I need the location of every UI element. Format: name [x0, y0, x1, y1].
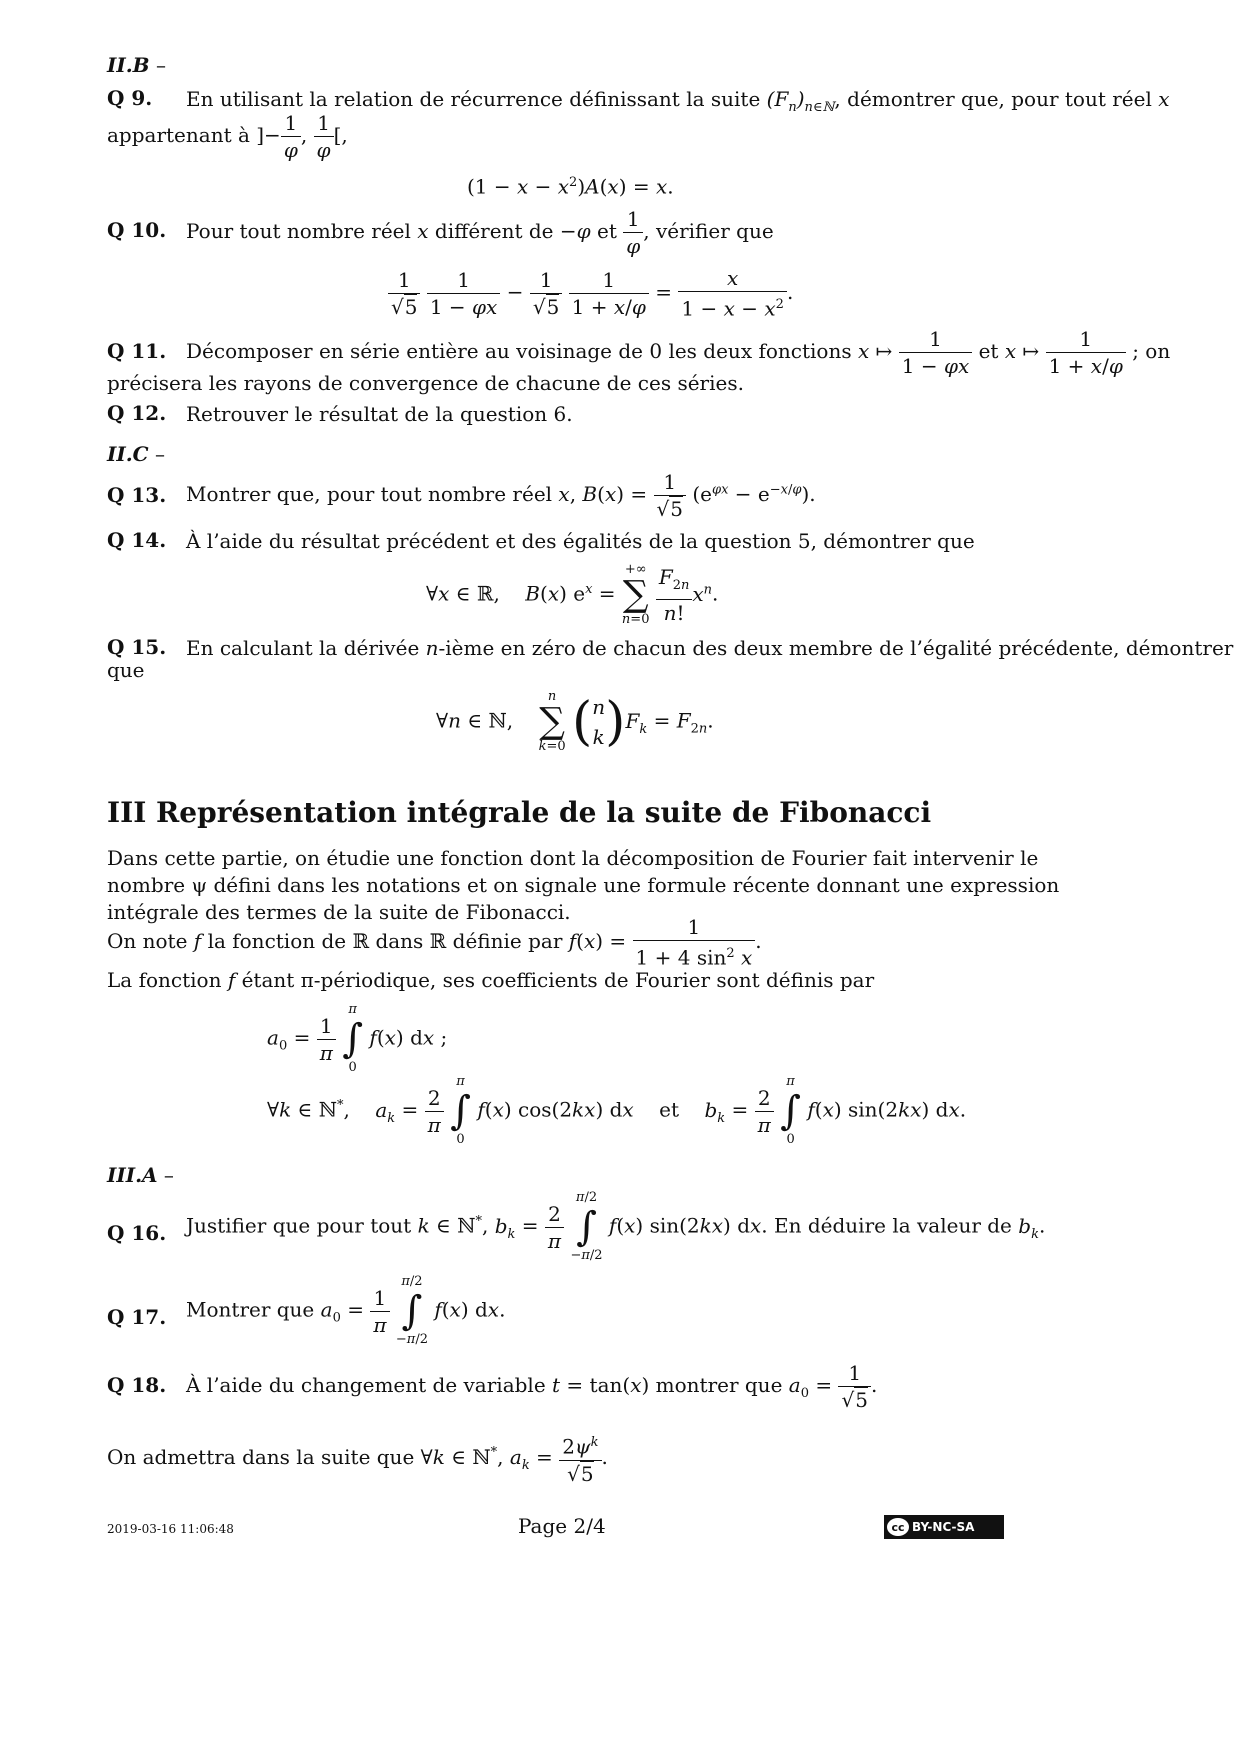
question-text-9-cont: appartenant à ]− $\frac{1}{\varphi}$ , $\frac{1}{\varphi}$ [, — [107, 111, 348, 162]
question-text-10: Pour tout nombre réel x différent de −φ et $\frac{1}{\varphi}$ , vérifier que — [186, 207, 774, 258]
question-text-17: Montrer que $a_0$ = $\frac{1}{\pi}$ π/2 ∫ −π/2 f(x) dx. — [186, 1274, 506, 1347]
license-badge — [884, 1515, 1004, 1539]
question-label-11: Q 11. — [107, 339, 167, 363]
question-label-17: Q 17. — [107, 1305, 167, 1329]
equation-a0: $a_0$ = $\frac{1}{\pi}$ π ∫ 0 f(x) dx ; — [267, 1002, 448, 1075]
license-text: BY-NC-SA — [912, 1520, 975, 1534]
equation-q14: ∀x ∈ ℝ, B(x) $e^x$ = +∞ ∑ n=0 $\frac{F_{2n}}{n!}$ $x^n$. — [426, 562, 719, 627]
equation-q9: $(1 - x - x^2)A(x) = x$. — [467, 174, 674, 199]
question-text-13: Montrer que, pour tout nombre réel x, B(x) = $\frac{1}{√5}$ $(e^{\varphi x} - e^{-x/\varphi})$. — [186, 470, 816, 521]
question-text-15-cont: que — [107, 658, 145, 682]
part3-intro: Dans cette partie, on étudie une fonction dont la décomposition de Fourier fait intervenir le nombre ψ défini dans les notations et on signale une formule récente donnant une expression intégrale des termes de la suite de Fibonacci. — [107, 846, 1060, 924]
question-text-11-cont: précisera les rayons de convergence de chacune de ces séries. — [107, 371, 744, 395]
fourier-intro: La fonction f étant π-périodique, ses coefficients de Fourier sont définis par — [107, 968, 875, 992]
question-text-11: Décomposer en série entière au voisinage de 0 les deux fonctions x ↦ $\frac{1}{1 - \varphi x}$ et x ↦ $\frac{1}{1 + x/\varphi}$ ; on — [186, 327, 1171, 378]
equation-q10: $\frac{1}{√5}$ $\frac{1}{1 - \varphi x}$ − $\frac{1}{√5}$ $\frac{1}{1 + x/\varphi}$ = $\frac{x}{1 - x - x^2}$ . — [388, 265, 793, 322]
section-heading-IIIA: III.A – — [107, 1163, 174, 1187]
question-label-10: Q 10. — [107, 218, 167, 242]
question-text-15: En calculant la dérivée n-ième en zéro de chacun des deux membre de l’égalité précédente, démontrer — [186, 636, 1234, 660]
question-text-14: À l’aide du résultat précédent et des égalités de la question 5, démontrer que — [186, 529, 975, 553]
equation-q15: ∀n ∈ ℕ, n ∑ k=0 ( n k )$F_k = F_{2n}$. — [436, 689, 714, 754]
equation-ak-bk: ∀k ∈ ℕ*, $a_k$ = $\frac{2}{\pi}$ π ∫ 0 f(x) cos(2kx) dx et $b_k$ = $\frac{2}{\pi}$ π ∫ 0 f(x) sin(2kx) dx. — [267, 1074, 967, 1147]
question-text-9: En utilisant la relation de récurrence définissant la suite $(F_n)_{n\in ℕ}$, démontrer que, pour tout réel x — [186, 87, 1170, 115]
question-text-16: Justifier que pour tout k ∈ ℕ*, $b_k$ = $\frac{2}{\pi}$ π/2 ∫ −π/2 f(x) sin(2kx) dx. En déduire la valeur de $b_k$. — [186, 1190, 1046, 1263]
question-label-13: Q 13. — [107, 483, 167, 507]
section-heading-IIC: II.C – — [107, 442, 165, 466]
question-text-12: Retrouver le résultat de la question 6. — [186, 402, 573, 426]
question-label-18: Q 18. — [107, 1373, 167, 1397]
creative-commons-icon: cc — [887, 1518, 909, 1536]
question-label-16: Q 16. — [107, 1221, 167, 1245]
part-title-III: III Représentation intégrale de la suite de Fibonacci — [107, 796, 932, 829]
question-label-9: Q 9. — [107, 86, 153, 110]
question-text-18: À l’aide du changement de variable t = tan(x) montrer que $a_0$ = $\frac{1}{√5}$ . — [186, 1361, 878, 1412]
footer-page-number: Page 2/4 — [518, 1514, 606, 1538]
question-label-15: Q 15. — [107, 635, 167, 659]
section-heading-IIB: II.B – — [107, 53, 166, 77]
footer-date: 2019-03-16 11:06:48 — [107, 1522, 234, 1536]
admit-ak: On admettra dans la suite que ∀k ∈ ℕ*, $a_k$ = $\frac{2\psi^k}{√5}$ . — [107, 1434, 608, 1486]
question-label-14: Q 14. — [107, 528, 167, 552]
question-label-12: Q 12. — [107, 401, 167, 425]
definition-f: On note f la fonction de ℝ dans ℝ définie par f(x) = $\frac{1}{1 + 4 \sin^2 x}$ . — [107, 915, 762, 970]
